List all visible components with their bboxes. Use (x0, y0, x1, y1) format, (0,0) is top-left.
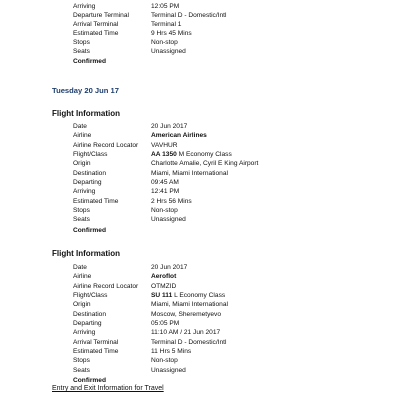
row-value: 20 Jun 2017 (151, 264, 188, 271)
row-label: Airline Record Locator (73, 142, 139, 149)
row-label: Seats (73, 216, 90, 223)
row-value: Charlotte Amalie, Cyril E King Airport (151, 160, 259, 167)
row-label: Date (73, 264, 87, 271)
row-label: Destination (73, 170, 106, 177)
row-value: 20 Jun 2017 (151, 123, 188, 130)
row-label: Seats (73, 48, 90, 55)
flight-info-heading: Flight Information (52, 249, 120, 258)
row-label: Stops (73, 39, 90, 46)
row-label: Stops (73, 357, 90, 364)
row-label: Departing (73, 320, 102, 327)
row-label: Departure Terminal (73, 12, 129, 19)
airline-name: Aeroflot (151, 273, 177, 280)
row-label: Date (73, 123, 87, 130)
row-value: Terminal D - Domestic/Intl (151, 12, 227, 19)
row-label: Destination (73, 311, 106, 318)
record-locator: VAVHUR (151, 142, 178, 149)
row-value: Unassigned (151, 367, 186, 374)
row-value: Terminal D - Domestic/Intl (151, 339, 227, 346)
flight-info-heading: Flight Information (52, 109, 120, 118)
row-value: Non-stop (151, 207, 178, 214)
row-value: 9 Hrs 45 Mins (151, 30, 192, 37)
row-label: Estimated Time (73, 198, 119, 205)
row-label: Arriving (73, 188, 96, 195)
row-label: Estimated Time (73, 348, 119, 355)
row-label: Arrival Terminal (73, 21, 119, 28)
row-label: Stops (73, 207, 90, 214)
row-label: Origin (73, 160, 91, 167)
row-label: Estimated Time (73, 30, 119, 37)
row-label: Airline (73, 273, 92, 280)
row-value: Miami, Miami International (151, 301, 228, 308)
row-value: 05:05 PM (151, 320, 180, 327)
row-value: Miami, Miami International (151, 170, 228, 177)
row-value: 12:05 PM (151, 3, 180, 10)
status-confirmed: Confirmed (73, 377, 106, 384)
row-value: 12:41 PM (151, 188, 180, 195)
row-value: Unassigned (151, 48, 186, 55)
row-label: Flight/Class (73, 292, 108, 299)
status-confirmed: Confirmed (73, 58, 106, 65)
row-value: Terminal 1 (151, 21, 182, 28)
row-value: Non-stop (151, 39, 178, 46)
row-label: Arrival Terminal (73, 339, 119, 346)
status-confirmed: Confirmed (73, 227, 106, 234)
row-label: Arriving (73, 3, 96, 10)
row-value: 11:10 AM / 21 Jun 2017 (151, 329, 221, 336)
row-label: Arriving (73, 329, 96, 336)
row-label: Origin (73, 301, 91, 308)
flight-number: AA 1350 (151, 151, 177, 158)
row-value: Non-stop (151, 357, 178, 364)
row-label: Seats (73, 367, 90, 374)
row-value: Unassigned (151, 216, 186, 223)
row-label: Flight/Class (73, 151, 108, 158)
airline-name: American Airlines (151, 132, 207, 139)
entry-exit-info-link[interactable]: Entry and Exit Information for Travel (52, 385, 164, 392)
class-text: L Economy Class (172, 292, 226, 299)
row-value: 2 Hrs 56 Mins (151, 198, 192, 205)
row-label: Airline Record Locator (73, 283, 139, 290)
row-value: 09:45 AM (151, 179, 179, 186)
row-value: Moscow, Sheremetyevo (151, 311, 221, 318)
row-label: Departing (73, 179, 102, 186)
record-locator: OTMZID (151, 283, 177, 290)
row-value: 11 Hrs 5 Mins (151, 348, 192, 355)
flight-number: SU 111 (151, 292, 173, 299)
day-heading: Tuesday 20 Jun 17 (52, 86, 119, 95)
class-text: M Economy Class (176, 151, 232, 158)
row-label: Airline (73, 132, 92, 139)
